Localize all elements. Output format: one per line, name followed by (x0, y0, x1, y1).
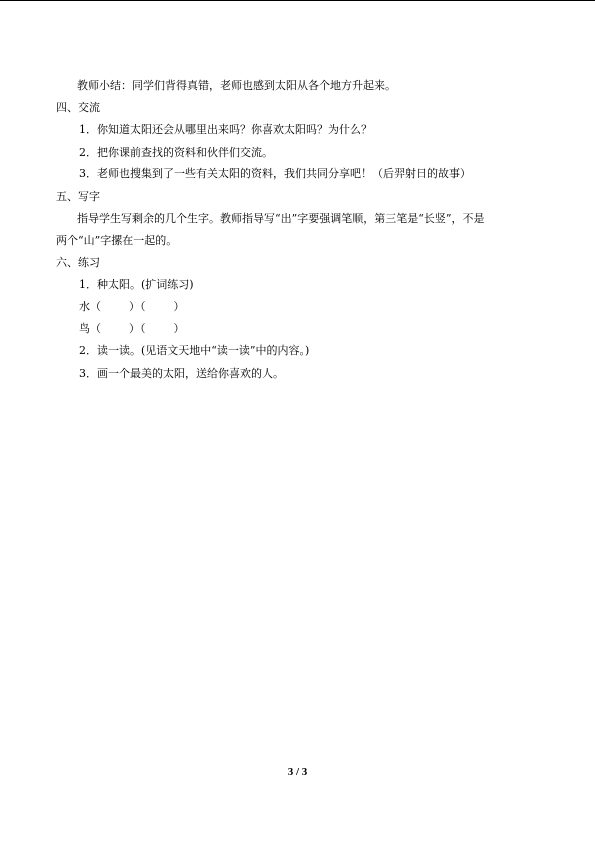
blank-open: （ (90, 300, 101, 313)
writing-paragraph-line-1: 指导学生写剩余的几个生字。教师指导写“出”字要强调笔顺，第三笔是“长竖”，不是 (77, 212, 485, 225)
practice-item-1: 1．种太阳。(扩词练习) (79, 278, 194, 291)
writing-paragraph-line-2: 两个“山”字摞在一起的。 (56, 234, 178, 247)
blank-close: ） (173, 322, 185, 335)
section-heading-exchange: 四、交流 (56, 101, 100, 114)
header-rule (0, 0, 595, 1)
exercise-char: 水 (79, 300, 90, 313)
exchange-item-1: 1．你知道太阳还会从哪里出来吗？你喜欢太阳吗？为什么？ (79, 123, 372, 136)
blank-open: （ (90, 322, 101, 335)
practice-item-3: 3．画一个最美的太阳，送给你喜欢的人。 (79, 367, 284, 380)
blank-separator: ）（ (129, 322, 146, 335)
section-heading-practice: 六、练习 (56, 256, 100, 269)
exercise-row-water (79, 300, 185, 314)
blank-close: ） (173, 300, 185, 313)
exchange-item-2: 2．把你课前查找的资料和伙伴们交流。 (79, 146, 273, 159)
page-number: 3 / 3 (287, 766, 308, 778)
practice-item-2: 2．读一读。(见语文天地中“读一读”中的内容。) (79, 344, 310, 357)
section-heading-writing: 五、写字 (56, 190, 100, 203)
blank-separator: ）（ (129, 300, 146, 313)
exchange-item-3: 3．老师也搜集到了一些有关太阳的资料，我们共同分享吧！（后羿射日的故事） (79, 167, 471, 180)
summary-paragraph: 教师小结：同学们背得真错，老师也感到太阳从各个地方升起来。 (77, 79, 396, 92)
exercise-row-bird (79, 322, 185, 336)
exercise-char: 鸟 (79, 322, 90, 335)
